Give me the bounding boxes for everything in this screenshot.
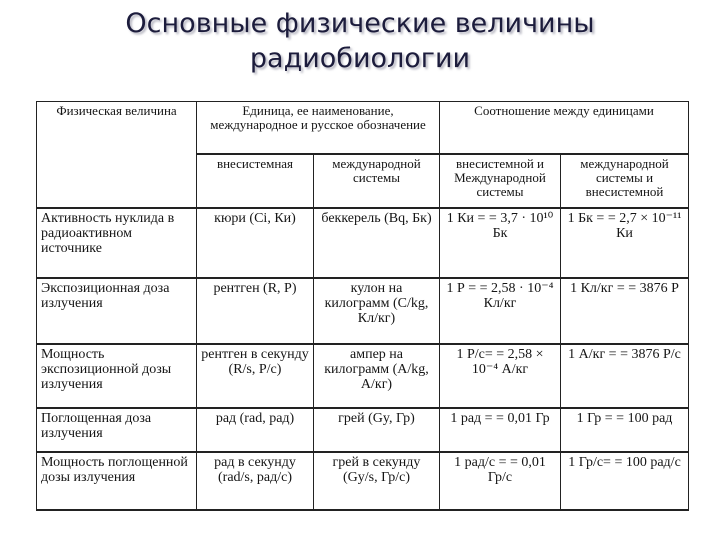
page-title: [60, 6, 660, 76]
cell-non-system-unit: рад в секунду (rad/s, рад/с): [197, 452, 314, 510]
cell-quantity: Активность нуклида в радиоактивном источнике: [37, 208, 197, 278]
table-row: [37, 452, 689, 510]
title-line-1: Основные физические величины: [125, 8, 595, 39]
header-non-system-to-si: внесистемной и Международной системы: [440, 154, 561, 208]
table-row: [37, 278, 689, 344]
cell-non-system-to-si: 1 Р/с= = 2,58 × 10⁻⁴ А/кг: [440, 344, 561, 408]
header-row-1: [37, 102, 689, 154]
cell-quantity: Мощность поглощенной дозы излучения: [37, 452, 197, 510]
header-si: международной системы: [314, 154, 440, 208]
cell-non-system-unit: рентген в секунду (R/s, Р/с): [197, 344, 314, 408]
table-row: [37, 344, 689, 408]
cell-si-to-non-system: 1 Гр/с= = 100 рад/с: [561, 452, 689, 510]
cell-si-unit: ампер на килограмм (A/kg, А/кг): [314, 344, 440, 408]
units-table: [36, 101, 689, 511]
cell-si-unit: беккерель (Bq, Бк): [314, 208, 440, 278]
cell-non-system-unit: кюри (Ci, Ки): [197, 208, 314, 278]
cell-si-to-non-system: 1 Гр = = 100 рад: [561, 408, 689, 452]
table-row: [37, 208, 689, 278]
header-unit-name: Единица, ее наименование, международное и русское обозначение: [197, 102, 440, 154]
cell-non-system-to-si: 1 Ки = = 3,7 · 10¹⁰ Бк: [440, 208, 561, 278]
header-non-system: внесистемная: [197, 154, 314, 208]
cell-non-system-to-si: 1 Р = = 2,58 · 10⁻⁴ Кл/кг: [440, 278, 561, 344]
cell-quantity: Мощность экспозиционной дозы излучения: [37, 344, 197, 408]
header-quantity: Физическая величина: [37, 102, 197, 208]
cell-non-system-to-si: 1 рад/с = = 0,01 Гр/с: [440, 452, 561, 510]
cell-non-system-unit: рентген (R, Р): [197, 278, 314, 344]
cell-quantity: Поглощенная доза излучения: [37, 408, 197, 452]
cell-si-to-non-system: 1 Кл/кг = = 3876 Р: [561, 278, 689, 344]
header-si-to-non-system: международной системы и внесистемной: [561, 154, 689, 208]
cell-si-unit: грей (Gy, Гр): [314, 408, 440, 452]
cell-non-system-unit: рад (rad, рад): [197, 408, 314, 452]
cell-quantity: Экспозиционная доза излучения: [37, 278, 197, 344]
title-line-2: радиобиологии: [249, 43, 471, 74]
table-body: [37, 208, 689, 510]
table-header: [37, 102, 689, 208]
table-row: [37, 408, 689, 452]
cell-si-unit: кулон на килограмм (C/kg, Кл/кг): [314, 278, 440, 344]
cell-si-to-non-system: 1 Бк = = 2,7 × 10⁻¹¹ Ки: [561, 208, 689, 278]
header-relation: Соотношение между единицами: [440, 102, 689, 154]
cell-si-unit: грей в секунду (Gy/s, Гр/с): [314, 452, 440, 510]
cell-si-to-non-system: 1 А/кг = = 3876 Р/с: [561, 344, 689, 408]
cell-non-system-to-si: 1 рад = = 0,01 Гр: [440, 408, 561, 452]
